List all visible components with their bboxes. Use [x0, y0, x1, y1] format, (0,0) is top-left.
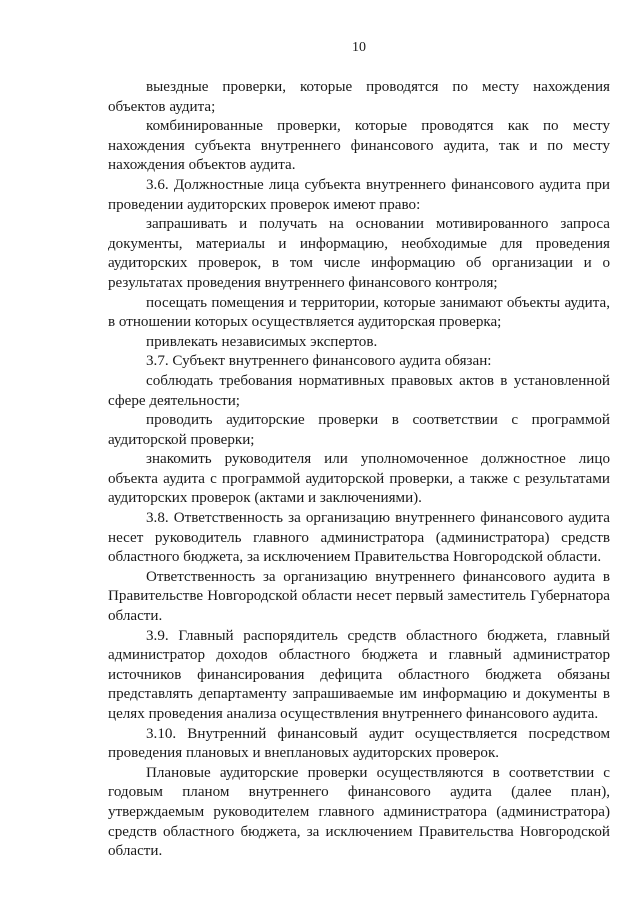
paragraph-comply-requirements: соблюдать требования нормативных правовых актов в установленной сфере деятельности; — [108, 372, 610, 409]
paragraph-section-3-10: 3.10. Внутренний финансовый аудит осуществляется посредством проведения плановых и внеплановых аудиторских проверок. — [108, 725, 610, 762]
paragraph-involve-experts: привлекать независимых экспертов. — [146, 333, 378, 350]
paragraph-onsite-inspections: выездные проверки, которые проводятся по месту нахождения объектов аудита; — [108, 79, 610, 115]
paragraph-planned-inspections: Плановые аудиторские проверки осуществляются в соответствии с годовым планом внутреннего финансового аудита (далее план), утверждаемым руководителем главного администратора (администратора) средств областного бюджета, за исключением Правительства Новгородской области. — [108, 764, 610, 860]
paragraph-section-3-6: 3.6. Должностные лица субъекта внутреннего финансового аудита при проведении аудиторских проверок имеют право: — [108, 176, 610, 213]
paragraph-inform-head: знакомить руководителя или уполномоченное должностное лицо объекта аудита с программой аудиторской проверки, а также с результатами аудиторских проверок (актами и заключениями). — [108, 451, 610, 507]
paragraph-combined-inspections: комбинированные проверки, которые проводятся как по месту нахождения субъекта внутреннего финансового аудита, так и по месту нахождения объектов аудита. — [108, 118, 610, 174]
paragraph-conduct-inspections: проводить аудиторские проверки в соответствии с программой аудиторской проверки; — [108, 412, 610, 448]
paragraph-visit-premises: посещать помещения и территории, которые занимают объекты аудита, в отношении которых осуществляется аудиторская проверка; — [108, 294, 610, 331]
paragraph-section-3-9: 3.9. Главный распорядитель средств областного бюджета, главный администратор доходов областного бюджета и главный администратор источников финансирования дефицита областного бюджета обязаны представлять департаменту запрашиваемые им информацию и документы в целях проведения анализа осуществления внутреннего финансового аудита. — [108, 627, 610, 722]
paragraph-section-3-8: 3.8. Ответственность за организацию внутреннего финансового аудита несет руководитель главного администратора (администратора) средств областного бюджета, за исключением Правительства Новгородской области. — [108, 510, 610, 566]
page-number: 10 — [352, 40, 366, 55]
paragraph-section-3-7: 3.7. Субъект внутреннего финансового аудита обязан: — [146, 353, 492, 370]
paragraph-request-documents: запрашивать и получать на основании мотивированного запроса документы, материалы и информацию, необходимые для проведения аудиторских проверок, в том числе информацию об организации и о результатах проведения внутреннего финансового контроля; — [108, 216, 610, 291]
paragraph-responsibility-government: Ответственность за организацию внутреннего финансового аудита в Правительстве Новгородской области несет первый заместитель Губернатора области. — [108, 568, 610, 625]
